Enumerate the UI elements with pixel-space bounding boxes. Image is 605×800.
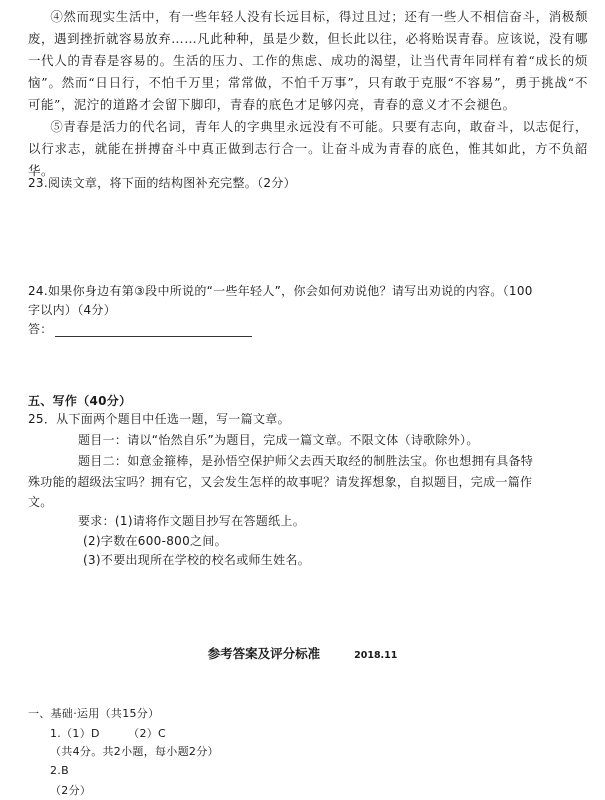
topic-1: 题目一：请以“怡然自乐”为题目，完成一篇文章。不限文体（诗歌除外）。 bbox=[78, 433, 479, 447]
passage-paragraph-4: ④然而现实生活中，有一些年轻人没有长远目标，得过且过；还有一些人不相信奋斗，消极颓废，遇到挫折就容易放弃……凡此种种，虽是少数，但长此以往，必将贻误青春。应该说，没有哪一代人的青春是容易的。生活的压力、工作的焦虑、成功的渴望，让当代青年同样有着“成长的烦恼”。然而“日日行，不怕千万里；常常做，不怕千万事”，只有敢于克服“不容易”，勇于挑战“不可能”，泥泞的道路才会留下脚印，青春的底色才足够闪亮，青春的意义才不会褪色。 bbox=[28, 9, 588, 112]
answer-label: 答： bbox=[28, 322, 53, 336]
answer-key-heading bbox=[0, 644, 605, 662]
requirement-2: (2)字数在600-800之间。 bbox=[83, 534, 227, 548]
answer-section-1-title: 一、基础·运用（共15分） bbox=[28, 707, 160, 720]
answer-blank-line bbox=[55, 322, 252, 337]
question-24-line-2: 字以内）（4分） bbox=[28, 303, 117, 317]
question-25: 25．从下面两个题目中任选一题，写一篇文章。 bbox=[28, 412, 290, 426]
section-5-title: 五、写作（40分） bbox=[28, 394, 132, 408]
topic-2-line-1: 题目二：如意金箍棒，是孙悟空保护师父去西天取经的制胜法宝。你也想拥有具备特 bbox=[78, 454, 534, 468]
question-24-line-1: 24.如果你身边有第③段中所说的“一些年轻人”，你会如何劝说他？请写出劝说的内容。（100 bbox=[28, 284, 533, 298]
requirement-1: (1)请将作文题目抄写在答题纸上。 bbox=[114, 514, 306, 528]
answer-2: 2.B bbox=[50, 764, 69, 777]
requirements-label: 要求： bbox=[78, 514, 115, 528]
topic-2-line-3: 文。 bbox=[28, 495, 53, 509]
question-23: 23.阅读文章，将下面的结构图补充完整。（2分） bbox=[28, 176, 296, 190]
answer-key-title: 参考答案及评分标准 bbox=[207, 646, 321, 661]
answer-2-note: （2分） bbox=[50, 784, 92, 797]
answer-key-date: 2018.11 bbox=[354, 650, 398, 661]
requirement-3: (3)不要出现所在学校的校名或师生姓名。 bbox=[83, 553, 310, 567]
answer-1: 1.（1）D （2）C bbox=[50, 727, 167, 740]
answer-row bbox=[28, 320, 252, 337]
topic-2-line-2: 殊功能的超级法宝吗？拥有它，又会发生怎样的故事呢？请发挥想象，自拟题目，完成一篇作 bbox=[28, 475, 533, 489]
passage-paragraph-5: ⑤青春是活力的代名词，青年人的字典里永远没有不可能。只要有志向，敢奋斗，以志促行，以行求志，就能在拼搏奋斗中真正做到志行合一。让奋斗成为青春的底色，惟其如此，方不负韶华。 bbox=[28, 119, 588, 178]
answer-1-note: （共4分。共2小题，每小题2分） bbox=[50, 745, 219, 758]
requirements-row-1 bbox=[78, 512, 305, 529]
